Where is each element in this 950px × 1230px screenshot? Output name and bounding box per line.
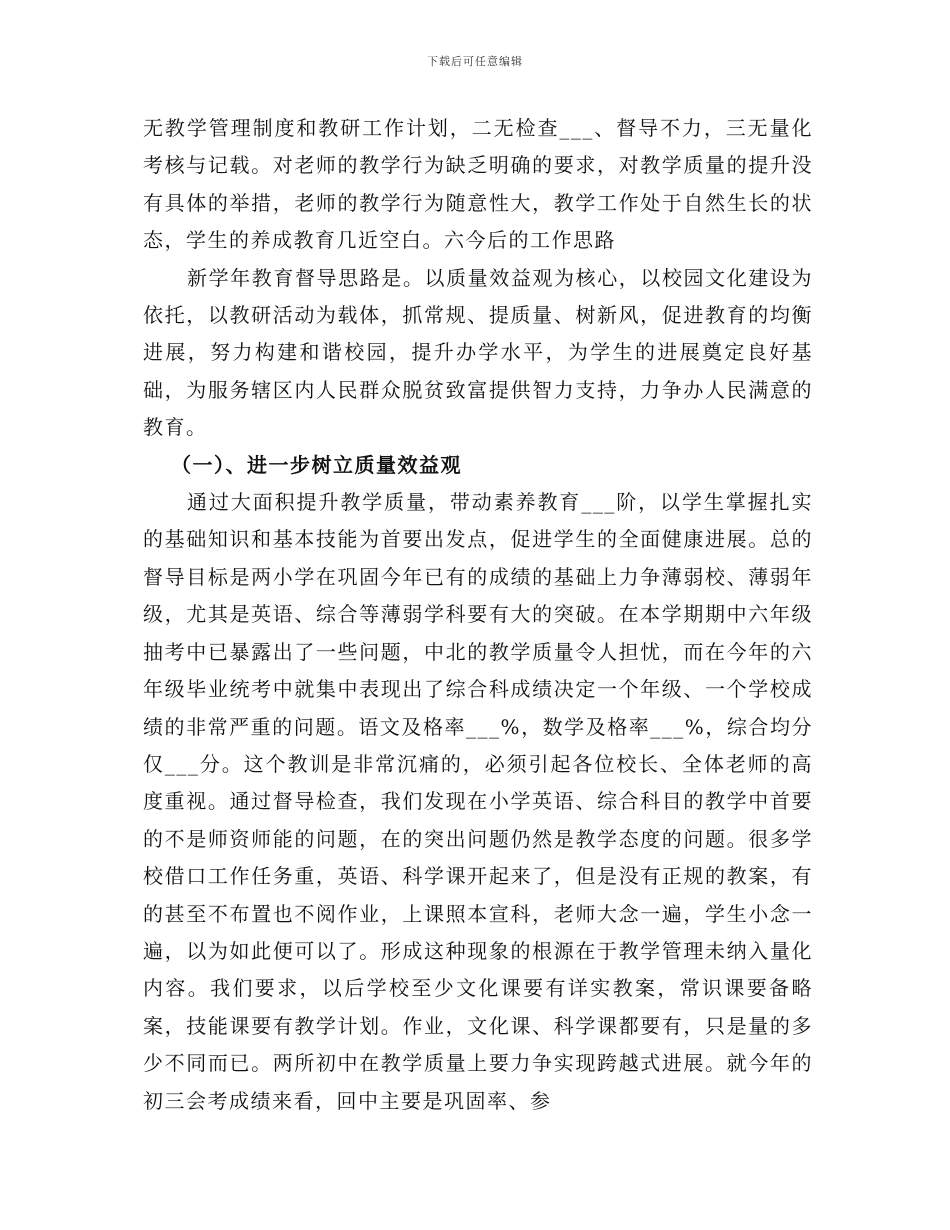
- page-header: 下载后可任意编辑: [427, 55, 523, 68]
- document-body: [143, 110, 813, 1120]
- body-paragraph: 通过大面积提升教学质量，带动素养教育___阶，以学生掌握扎实的基础知识和基本技能为首要出发点，促进学生的全面健康进展。总的督导目标是两小学在巩固今年已有的成绩的基础上力争薄弱校、薄弱年级，尤其是英语、综合等薄弱学科要有大的突破。在本学期期中六年级抽考中已暴露出了一些问题，中北的教学质量令人担忧，而在今年的六年级毕业统考中就集中表现出了综合科成绩决定一个年级、一个学校成绩的非常严重的问题。语文及格率___%，数学及格率___%，综合均分仅___分。这个教训是非常沉痛的，必须引起各位校长、全体老师的高度重视。通过督导检查，我们发现在小学英语、综合科目的教学中首要的不是师资师能的问题，在的突出问题仍然是教学态度的问题。很多学校借口工作任务重，英语、科学课开起来了，但是没有正规的教案，有的甚至不布置也不阅作业，上课照本宣科，老师大念一遍，学生小念一遍，以为如此便可以了。形成这种现象的根源在于教学管理未纳入量化内容。我们要求，以后学校至少文化课要有详实教案，常识课要备略案，技能课要有教学计划。作业，文化课、科学课都要有，只是量的多少不同而已。两所初中在教学质量上要力争实现跨越式进展。就今年的初三会考成绩来看，回中主要是巩固率、参: [143, 490, 813, 1113]
- section-heading: （一）、进一步树立质量效益观: [171, 452, 462, 477]
- body-paragraph: 新学年教育督导思路是。以质量效益观为核心，以校园文化建设为依托，以教研活动为载体，抓常规、提质量、树新风，促进教育的均衡进展，努力构建和谐校园，提升办学水平，为学生的进展奠定良好基础，为服务辖区内人民群众脱贫致富提供智力支持，力争办人民满意的教育。: [143, 265, 813, 440]
- body-paragraph: 无教学管理制度和教研工作计划，二无检查___、督导不力，三无量化考核与记载。对老师的教学行为缺乏明确的要求，对教学质量的提升没有具体的举措，老师的教学行为随意性大，教学工作处于自然生长的状态，学生的养成教育几近空白。六今后的工作思路: [143, 116, 813, 253]
